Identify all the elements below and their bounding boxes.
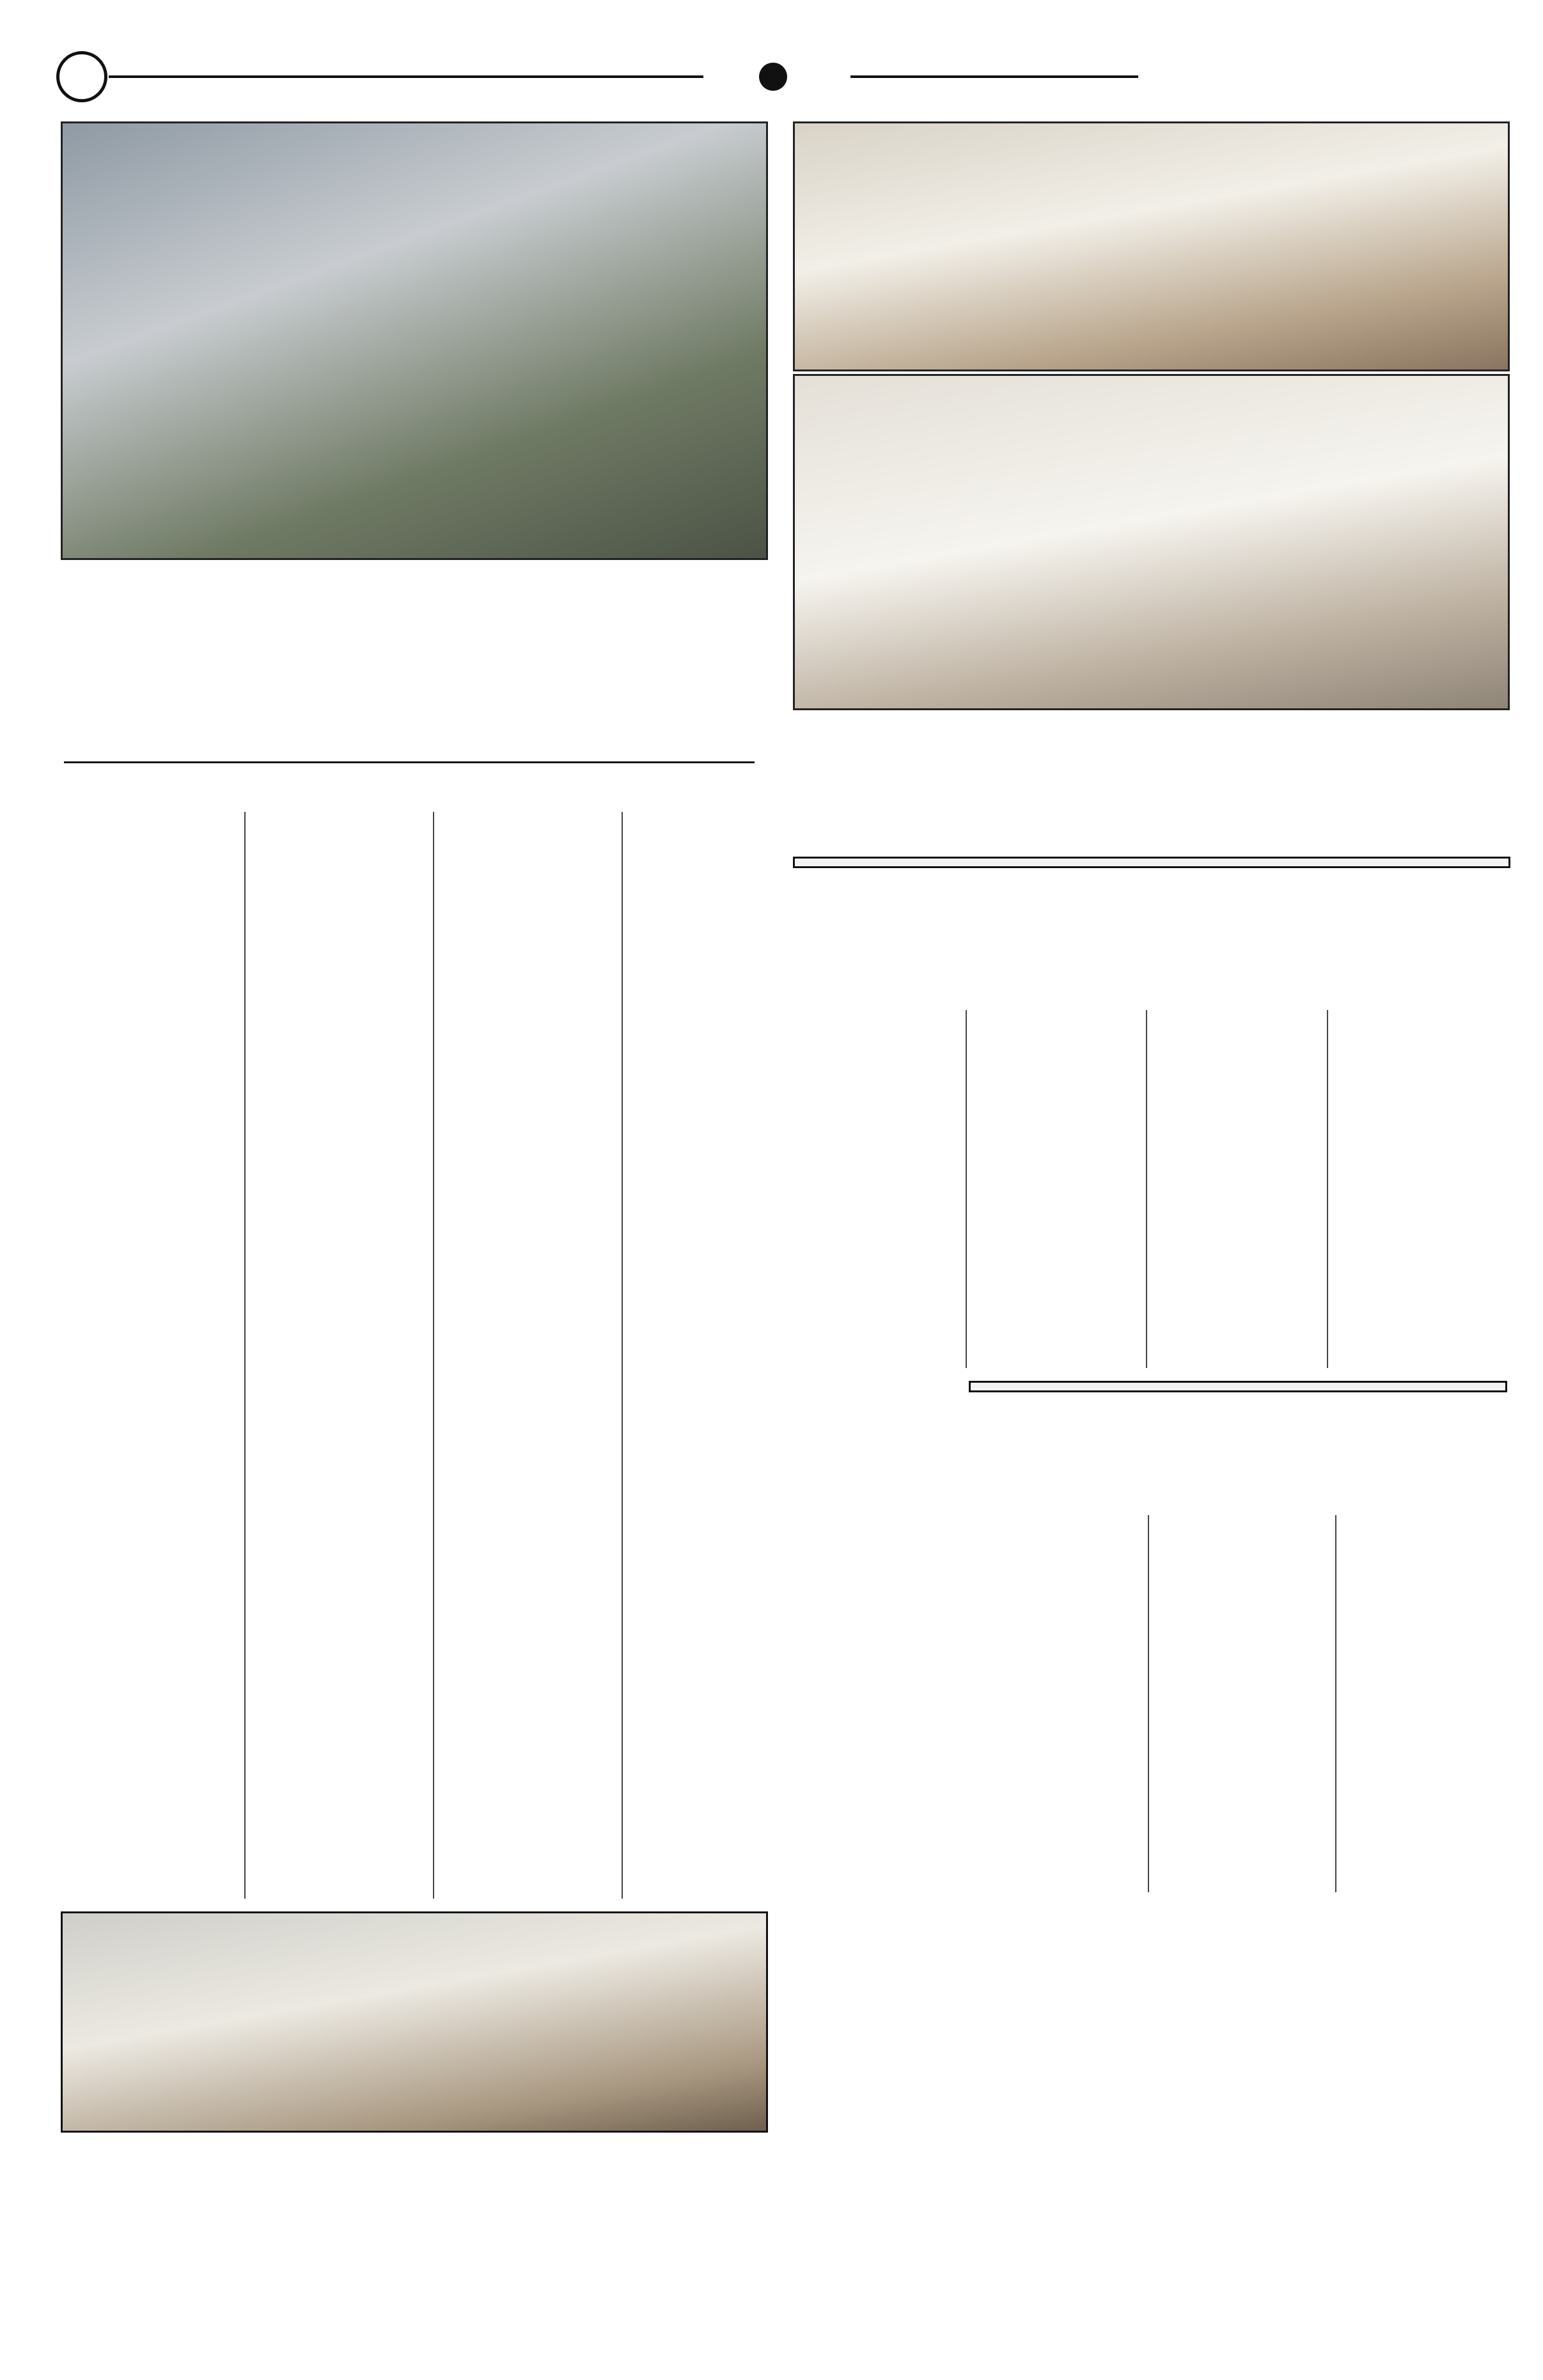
column-rule — [1148, 1515, 1149, 1892]
statue-tribute-photo-2 — [793, 374, 1510, 710]
masthead — [703, 54, 850, 99]
column-rule — [244, 812, 246, 1899]
story3-column-2 — [973, 1010, 1140, 1368]
statue-tribute-photo-1 — [793, 121, 1510, 371]
story1-column-1 — [64, 812, 237, 1822]
council-meeting-photo — [61, 1911, 768, 2133]
story1-column-2 — [253, 812, 425, 1899]
page-header — [0, 0, 1543, 96]
rain-inspection-photo — [61, 121, 768, 560]
column-rule — [1335, 1515, 1336, 1892]
page-number — [56, 51, 107, 102]
edition-date — [1138, 54, 1528, 84]
council-meeting-caption — [61, 2132, 764, 2202]
column-rule — [1327, 1010, 1328, 1368]
column-rule — [966, 1010, 967, 1368]
story1-column-4 — [630, 812, 777, 1899]
story3-column-1 — [793, 1010, 959, 1867]
story3-column-3 — [1154, 1010, 1320, 1368]
story4-column-3 — [1343, 1515, 1506, 1892]
statue-tribute-caption — [793, 710, 1506, 844]
story4-column-1 — [969, 1515, 1141, 1892]
column-rule — [1146, 1010, 1147, 1368]
column-rule — [622, 812, 623, 1899]
newspaper-logo-icon — [759, 63, 787, 91]
rain-inspection-caption — [61, 563, 764, 668]
story3-column-4 — [1335, 1010, 1505, 1368]
story3-kicker — [793, 857, 1510, 868]
column-rule — [433, 812, 434, 1899]
story4-column-2 — [1156, 1515, 1329, 1892]
story1-column-3 — [441, 812, 614, 1611]
story4-kicker — [969, 1381, 1507, 1392]
story1-subhead — [64, 758, 755, 763]
